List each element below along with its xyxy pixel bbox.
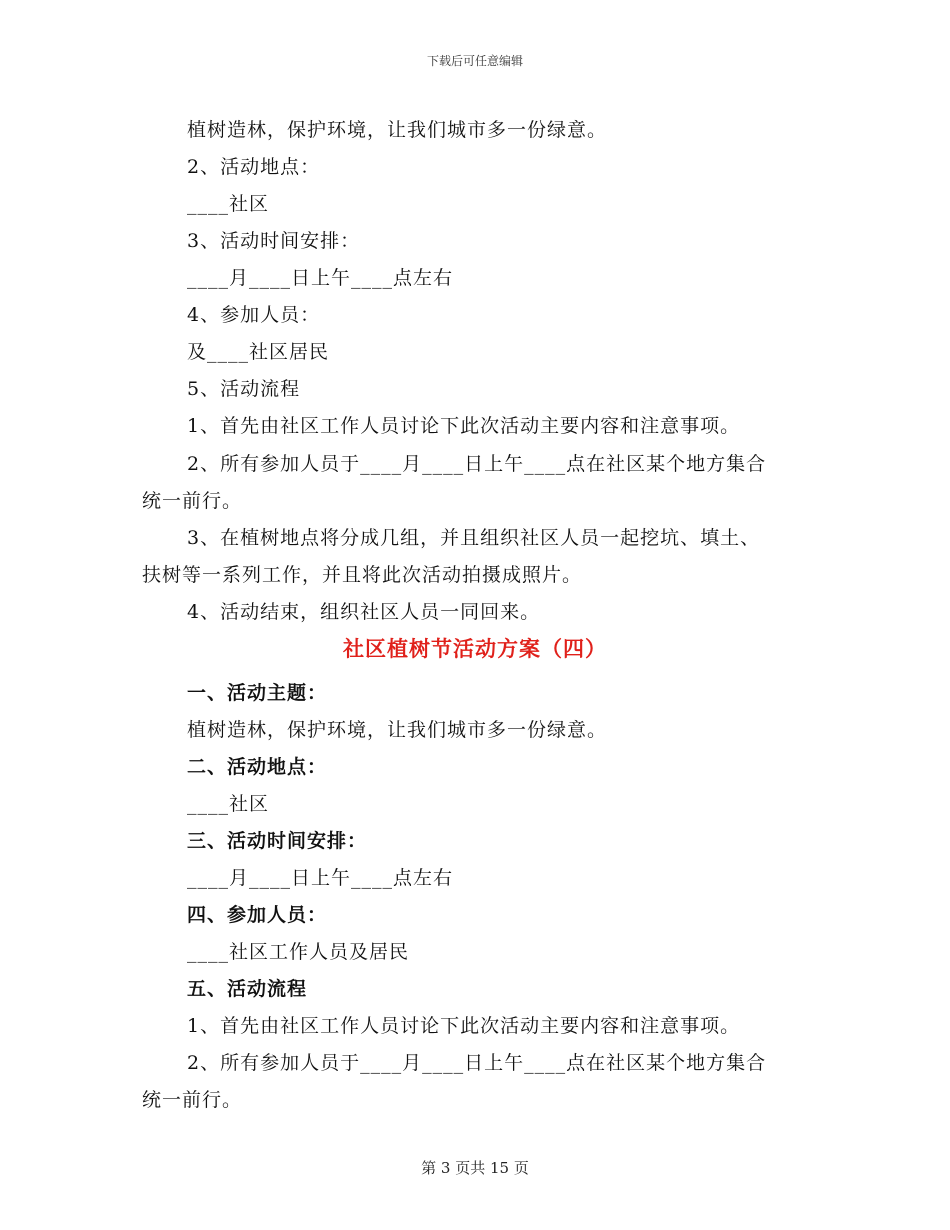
paragraph-line: 4、活动结束，组织社区人员一同回来。 (187, 601, 541, 623)
paragraph-line: 统一前行。 (142, 490, 243, 512)
paragraph-line: 统一前行。 (142, 1089, 243, 1111)
paragraph-line: ____社区 (187, 793, 270, 815)
section-heading: 二、活动地点： (187, 756, 328, 778)
paragraph-line: 2、所有参加人员于____月____日上午____点在社区某个地方集合 (187, 453, 767, 475)
section-title: 社区植树节活动方案（四） (343, 636, 607, 661)
paragraph-line: 1、首先由社区工作人员讨论下此次活动主要内容和注意事项。 (187, 415, 741, 437)
paragraph-line: 3、活动时间安排： (187, 230, 361, 252)
paragraph-line: ____社区 (187, 193, 270, 215)
paragraph-line: ____月____日上午____点左右 (187, 267, 454, 289)
paragraph-line: 2、活动地点： (187, 156, 321, 178)
paragraph-line: 植树造林，保护环境，让我们城市多一份绿意。 (187, 719, 608, 741)
section-heading: 五、活动流程 (187, 978, 308, 1000)
paragraph-line: 植树造林，保护环境，让我们城市多一份绿意。 (187, 119, 608, 141)
section-heading: 三、活动时间安排： (187, 830, 368, 852)
paragraph-line: 扶树等一系列工作，并且将此次活动拍摄成照片。 (142, 564, 583, 586)
paragraph-line: ____社区工作人员及居民 (187, 941, 410, 963)
paragraph-line: 3、在植树地点将分成几组，并且组织社区人员一起挖坑、填土、 (187, 527, 761, 549)
section-heading: 四、参加人员： (187, 904, 328, 926)
section-heading: 一、活动主题： (187, 682, 328, 704)
paragraph-line: 1、首先由社区工作人员讨论下此次活动主要内容和注意事项。 (187, 1015, 741, 1037)
paragraph-line: ____月____日上午____点左右 (187, 867, 454, 889)
page-header: 下载后可任意编辑 (426, 54, 523, 68)
paragraph-line: 2、所有参加人员于____月____日上午____点在社区某个地方集合 (187, 1052, 767, 1074)
paragraph-line: 4、参加人员： (187, 304, 321, 326)
paragraph-line: 5、活动流程 (187, 378, 301, 400)
page-footer: 第 3 页共 15 页 (421, 1159, 529, 1177)
paragraph-line: 及____社区居民 (187, 341, 330, 363)
